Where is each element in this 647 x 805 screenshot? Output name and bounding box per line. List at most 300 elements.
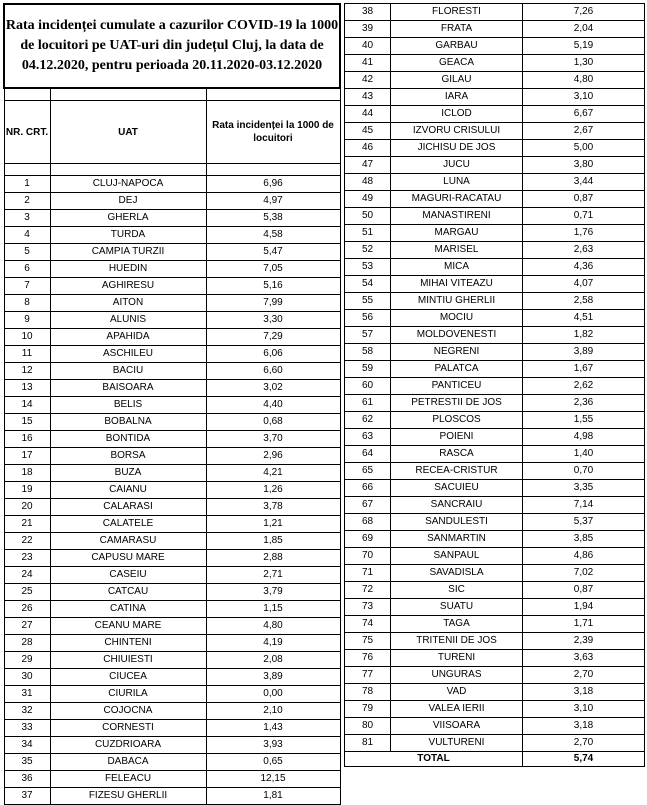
cell-rate: 3,18 (523, 684, 645, 701)
cell-nr: 55 (345, 293, 391, 310)
cell-nr: 46 (345, 140, 391, 157)
cell-nr: 2 (4, 193, 50, 210)
table-row (345, 89, 645, 106)
cell-nr: 33 (4, 720, 50, 737)
cell-rate: 4,80 (206, 618, 340, 635)
cell-uat: AGHIRESU (50, 278, 206, 295)
table-row (345, 327, 645, 344)
table-row (4, 516, 340, 533)
incidence-table-left (3, 3, 341, 805)
cell-uat: BOBALNA (50, 414, 206, 431)
incidence-table-right (344, 3, 645, 767)
table-row (345, 123, 645, 140)
cell-rate: 3,02 (206, 380, 340, 397)
table-row (345, 735, 645, 752)
cell-nr: 63 (345, 429, 391, 446)
cell-nr: 32 (4, 703, 50, 720)
cell-rate: 2,36 (523, 395, 645, 412)
cell-nr: 44 (345, 106, 391, 123)
cell-nr: 74 (345, 616, 391, 633)
table-row (345, 565, 645, 582)
cell-rate: 3,35 (523, 480, 645, 497)
cell-nr: 18 (4, 465, 50, 482)
cell-uat: VULTURENI (391, 735, 523, 752)
cell-uat: ASCHILEU (50, 346, 206, 363)
cell-rate: 6,60 (206, 363, 340, 380)
table-row (4, 720, 340, 737)
table-row (345, 616, 645, 633)
cell-nr: 56 (345, 310, 391, 327)
cell-rate: 1,40 (523, 446, 645, 463)
header-nr-crt: NR. CRT. (4, 101, 50, 164)
cell-uat: CATINA (50, 601, 206, 618)
table-row (4, 448, 340, 465)
table-row (4, 176, 340, 193)
cell-nr: 76 (345, 650, 391, 667)
table-row (345, 480, 645, 497)
table-row (345, 429, 645, 446)
cell-rate: 4,58 (206, 227, 340, 244)
cell-uat: PETRESTII DE JOS (391, 395, 523, 412)
cell-uat: CATCAU (50, 584, 206, 601)
cell-nr: 23 (4, 550, 50, 567)
cell-nr: 52 (345, 242, 391, 259)
table-row (345, 378, 645, 395)
cell-nr: 42 (345, 72, 391, 89)
table-row (4, 567, 340, 584)
cell-nr: 25 (4, 584, 50, 601)
cell-uat: MANASTIRENI (391, 208, 523, 225)
table-row (345, 395, 645, 412)
table-row (4, 754, 340, 771)
cell-nr: 72 (345, 582, 391, 599)
table-row (345, 446, 645, 463)
table-row (4, 771, 340, 788)
cell-nr: 10 (4, 329, 50, 346)
cell-rate: 3,18 (523, 718, 645, 735)
cell-nr: 40 (345, 38, 391, 55)
cell-uat: MAGURI-RACATAU (391, 191, 523, 208)
cell-nr: 64 (345, 446, 391, 463)
cell-rate: 0,71 (523, 208, 645, 225)
cell-rate: 5,38 (206, 210, 340, 227)
cell-rate: 7,26 (523, 4, 645, 21)
table-row (4, 329, 340, 346)
cell-uat: BACIU (50, 363, 206, 380)
cell-uat: LUNA (391, 174, 523, 191)
cell-nr: 58 (345, 344, 391, 361)
cell-uat: FLORESTI (391, 4, 523, 21)
total-rate: 5,74 (523, 752, 645, 767)
cell-nr: 30 (4, 669, 50, 686)
cell-uat: CIUCEA (50, 669, 206, 686)
cell-uat: CALATELE (50, 516, 206, 533)
table-row (4, 703, 340, 720)
cell-rate: 2,71 (206, 567, 340, 584)
table-row (345, 38, 645, 55)
cell-uat: TAGA (391, 616, 523, 633)
cell-rate: 3,80 (523, 157, 645, 174)
cell-uat: GARBAU (391, 38, 523, 55)
total-row (345, 752, 645, 767)
cell-rate: 1,81 (206, 788, 340, 805)
cell-nr: 60 (345, 378, 391, 395)
cell-rate: 4,51 (523, 310, 645, 327)
cell-uat: CAMARASU (50, 533, 206, 550)
cell-nr: 61 (345, 395, 391, 412)
cell-nr: 14 (4, 397, 50, 414)
cell-rate: 5,19 (523, 38, 645, 55)
table-row (345, 174, 645, 191)
table-row (345, 599, 645, 616)
cell-rate: 4,97 (206, 193, 340, 210)
table-row (4, 465, 340, 482)
cell-rate: 0,70 (523, 463, 645, 480)
cell-nr: 70 (345, 548, 391, 565)
cell-uat: MICA (391, 259, 523, 276)
cell-rate: 0,87 (523, 191, 645, 208)
cell-uat: TRITENII DE JOS (391, 633, 523, 650)
cell-rate: 2,04 (523, 21, 645, 38)
cell-nr: 16 (4, 431, 50, 448)
table-row (345, 4, 645, 21)
cell-nr: 4 (4, 227, 50, 244)
cell-nr: 69 (345, 531, 391, 548)
table-row (345, 633, 645, 650)
cell-uat: SANCRAIU (391, 497, 523, 514)
cell-rate: 2,70 (523, 667, 645, 684)
cell-nr: 80 (345, 718, 391, 735)
table-row (345, 225, 645, 242)
cell-rate: 4,19 (206, 635, 340, 652)
cell-rate: 4,86 (523, 548, 645, 565)
cell-nr: 37 (4, 788, 50, 805)
cell-uat: BUZA (50, 465, 206, 482)
table-row (345, 310, 645, 327)
cell-rate: 5,00 (523, 140, 645, 157)
cell-nr: 50 (345, 208, 391, 225)
cell-nr: 5 (4, 244, 50, 261)
table-row (4, 652, 340, 669)
cell-nr: 65 (345, 463, 391, 480)
table-row (345, 582, 645, 599)
cell-nr: 59 (345, 361, 391, 378)
cell-rate: 1,71 (523, 616, 645, 633)
cell-rate: 3,44 (523, 174, 645, 191)
cell-uat: SANPAUL (391, 548, 523, 565)
cell-rate: 0,68 (206, 414, 340, 431)
table-row (345, 242, 645, 259)
cell-rate: 5,47 (206, 244, 340, 261)
cell-uat: TURDA (50, 227, 206, 244)
table-row (4, 414, 340, 431)
table-row (4, 431, 340, 448)
table-row (345, 157, 645, 174)
table-row (4, 584, 340, 601)
cell-rate: 4,98 (523, 429, 645, 446)
cell-nr: 15 (4, 414, 50, 431)
cell-nr: 68 (345, 514, 391, 531)
cell-uat: BELIS (50, 397, 206, 414)
table-row (345, 667, 645, 684)
cell-uat: PLOSCOS (391, 412, 523, 429)
cell-uat: RECEA-CRISTUR (391, 463, 523, 480)
cell-uat: SANDULESTI (391, 514, 523, 531)
table-row (345, 701, 645, 718)
cell-rate: 3,10 (523, 89, 645, 106)
table-row (345, 463, 645, 480)
cell-uat: UNGURAS (391, 667, 523, 684)
cell-rate: 1,67 (523, 361, 645, 378)
cell-rate: 2,62 (523, 378, 645, 395)
cell-nr: 35 (4, 754, 50, 771)
cell-nr: 31 (4, 686, 50, 703)
table-row (4, 312, 340, 329)
cell-rate: 4,80 (523, 72, 645, 89)
cell-uat: RASCA (391, 446, 523, 463)
cell-uat: BORSA (50, 448, 206, 465)
cell-uat: IARA (391, 89, 523, 106)
cell-uat: POIENI (391, 429, 523, 446)
table-row (345, 718, 645, 735)
table-row (345, 344, 645, 361)
document-title: Rata incidenței cumulate a cazurilor COVID-19 la 1000 de locuitori pe UAT-uri din județul Cluj, la data de 04.12.2020, pentru perioada 20.11.2020-03.12.2020 (4, 4, 340, 88)
cell-rate: 2,63 (523, 242, 645, 259)
cell-rate: 0,00 (206, 686, 340, 703)
cell-uat: CHIUIESTI (50, 652, 206, 669)
cell-uat: CAPUSU MARE (50, 550, 206, 567)
cell-rate: 4,36 (523, 259, 645, 276)
total-label: TOTAL (345, 752, 523, 767)
cell-nr: 1 (4, 176, 50, 193)
cell-uat: CLUJ-NAPOCA (50, 176, 206, 193)
cell-rate: 3,10 (523, 701, 645, 718)
cell-nr: 81 (345, 735, 391, 752)
cell-uat: MINTIU GHERLII (391, 293, 523, 310)
cell-uat: CEANU MARE (50, 618, 206, 635)
cell-uat: IZVORU CRISULUI (391, 123, 523, 140)
table-row (345, 259, 645, 276)
cell-nr: 13 (4, 380, 50, 397)
cell-nr: 9 (4, 312, 50, 329)
cell-rate: 1,26 (206, 482, 340, 499)
cell-nr: 39 (345, 21, 391, 38)
spacer-row (4, 88, 340, 101)
cell-nr: 43 (345, 89, 391, 106)
table-row (4, 601, 340, 618)
cell-nr: 66 (345, 480, 391, 497)
cell-nr: 19 (4, 482, 50, 499)
cell-rate: 3,30 (206, 312, 340, 329)
table-row (4, 686, 340, 703)
cell-uat: CASEIU (50, 567, 206, 584)
cell-nr: 36 (4, 771, 50, 788)
cell-uat: ALUNIS (50, 312, 206, 329)
cell-uat: COJOCNA (50, 703, 206, 720)
cell-nr: 71 (345, 565, 391, 582)
table-row (345, 650, 645, 667)
table-row (4, 397, 340, 414)
table-row (4, 499, 340, 516)
cell-rate: 7,14 (523, 497, 645, 514)
cell-uat: SACUIEU (391, 480, 523, 497)
cell-uat: BAISOARA (50, 380, 206, 397)
cell-rate: 2,10 (206, 703, 340, 720)
cell-rate: 6,06 (206, 346, 340, 363)
table-row (345, 497, 645, 514)
table-row (345, 514, 645, 531)
cell-uat: CORNESTI (50, 720, 206, 737)
cell-rate: 3,63 (523, 650, 645, 667)
cell-uat: HUEDIN (50, 261, 206, 278)
cell-nr: 51 (345, 225, 391, 242)
table-row (4, 550, 340, 567)
cell-rate: 3,79 (206, 584, 340, 601)
table-row (345, 55, 645, 72)
cell-nr: 79 (345, 701, 391, 718)
cell-uat: GHERLA (50, 210, 206, 227)
cell-uat: CAIANU (50, 482, 206, 499)
cell-uat: MARGAU (391, 225, 523, 242)
cell-nr: 11 (4, 346, 50, 363)
cell-rate: 1,76 (523, 225, 645, 242)
table-row (345, 531, 645, 548)
cell-uat: GEACA (391, 55, 523, 72)
cell-nr: 57 (345, 327, 391, 344)
cell-nr: 21 (4, 516, 50, 533)
cell-nr: 54 (345, 276, 391, 293)
table-row (4, 295, 340, 312)
cell-rate: 3,93 (206, 737, 340, 754)
cell-rate: 0,87 (523, 582, 645, 599)
cell-nr: 24 (4, 567, 50, 584)
cell-nr: 41 (345, 55, 391, 72)
cell-nr: 47 (345, 157, 391, 174)
cell-rate: 1,15 (206, 601, 340, 618)
cell-rate: 1,55 (523, 412, 645, 429)
cell-uat: NEGRENI (391, 344, 523, 361)
cell-nr: 78 (345, 684, 391, 701)
cell-nr: 34 (4, 737, 50, 754)
table-row (4, 482, 340, 499)
cell-nr: 26 (4, 601, 50, 618)
cell-nr: 22 (4, 533, 50, 550)
table-row (4, 737, 340, 754)
cell-uat: CUZDRIOARA (50, 737, 206, 754)
cell-rate: 6,96 (206, 176, 340, 193)
cell-nr: 27 (4, 618, 50, 635)
cell-rate: 3,70 (206, 431, 340, 448)
cell-rate: 2,67 (523, 123, 645, 140)
cell-rate: 12,15 (206, 771, 340, 788)
table-row (4, 533, 340, 550)
cell-nr: 77 (345, 667, 391, 684)
cell-uat: MIHAI VITEAZU (391, 276, 523, 293)
cell-rate: 1,30 (523, 55, 645, 72)
cell-uat: VALEA IERII (391, 701, 523, 718)
cell-nr: 48 (345, 174, 391, 191)
cell-uat: JICHISU DE JOS (391, 140, 523, 157)
cell-nr: 7 (4, 278, 50, 295)
cell-rate: 7,29 (206, 329, 340, 346)
cell-nr: 29 (4, 652, 50, 669)
cell-rate: 4,21 (206, 465, 340, 482)
cell-rate: 3,89 (206, 669, 340, 686)
header-rate: Rata incidenței la 1000 de locuitori (206, 101, 340, 164)
cell-uat: CHINTENI (50, 635, 206, 652)
cell-uat: SIC (391, 582, 523, 599)
table-row (345, 361, 645, 378)
cell-uat: PALATCA (391, 361, 523, 378)
cell-nr: 20 (4, 499, 50, 516)
cell-uat: VAD (391, 684, 523, 701)
cell-nr: 67 (345, 497, 391, 514)
cell-rate: 3,78 (206, 499, 340, 516)
table-row (4, 380, 340, 397)
cell-rate: 4,07 (523, 276, 645, 293)
cell-nr: 49 (345, 191, 391, 208)
table-row (345, 106, 645, 123)
cell-nr: 28 (4, 635, 50, 652)
cell-uat: CAMPIA TURZII (50, 244, 206, 261)
cell-uat: FIZESU GHERLII (50, 788, 206, 805)
cell-uat: MARISEL (391, 242, 523, 259)
table-row (4, 788, 340, 805)
cell-uat: PANTICEU (391, 378, 523, 395)
table-row (4, 227, 340, 244)
cell-rate: 6,67 (523, 106, 645, 123)
cell-rate: 2,58 (523, 293, 645, 310)
cell-nr: 62 (345, 412, 391, 429)
cell-rate: 3,89 (523, 344, 645, 361)
cell-rate: 1,85 (206, 533, 340, 550)
cell-uat: SANMARTIN (391, 531, 523, 548)
cell-rate: 7,99 (206, 295, 340, 312)
cell-uat: CIURILA (50, 686, 206, 703)
cell-rate: 2,08 (206, 652, 340, 669)
table-row (345, 191, 645, 208)
cell-rate: 2,88 (206, 550, 340, 567)
table-row (345, 684, 645, 701)
cell-uat: MOCIU (391, 310, 523, 327)
spacer-row (4, 164, 340, 176)
table-row (4, 618, 340, 635)
cell-nr: 12 (4, 363, 50, 380)
table-row (4, 635, 340, 652)
cell-rate: 3,85 (523, 531, 645, 548)
cell-uat: SAVADISLA (391, 565, 523, 582)
table-row (4, 210, 340, 227)
cell-uat: MOLDOVENESTI (391, 327, 523, 344)
cell-rate: 0,65 (206, 754, 340, 771)
cell-uat: GILAU (391, 72, 523, 89)
cell-rate: 2,70 (523, 735, 645, 752)
cell-rate: 2,96 (206, 448, 340, 465)
table-row (345, 72, 645, 89)
table-row (4, 193, 340, 210)
cell-nr: 75 (345, 633, 391, 650)
header-uat: UAT (50, 101, 206, 164)
table-row (4, 278, 340, 295)
cell-nr: 53 (345, 259, 391, 276)
cell-nr: 3 (4, 210, 50, 227)
table-row (4, 244, 340, 261)
cell-rate: 2,39 (523, 633, 645, 650)
table-row (4, 363, 340, 380)
cell-uat: DABACA (50, 754, 206, 771)
table-row (345, 140, 645, 157)
table-row (345, 548, 645, 565)
